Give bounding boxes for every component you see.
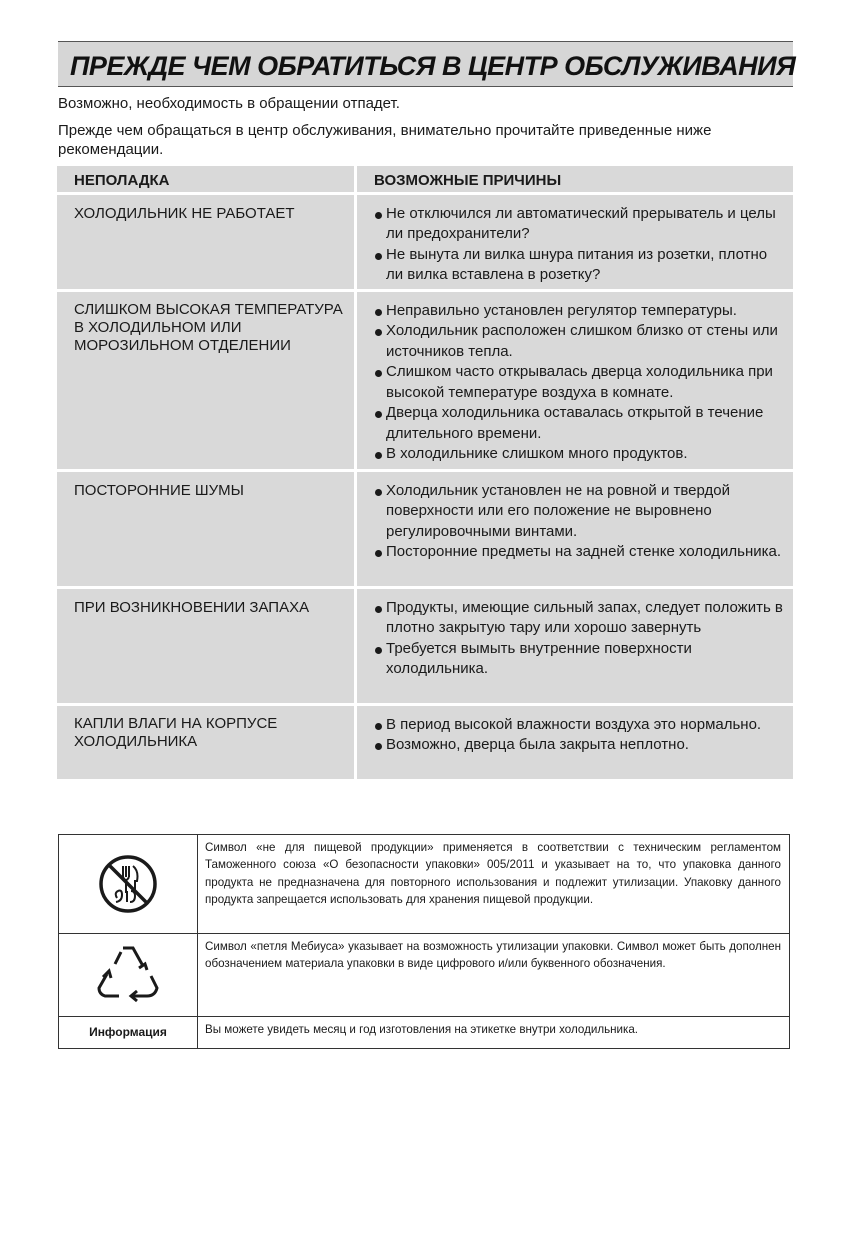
- table-row: [57, 706, 793, 782]
- cause-item: В период высокой влажности воздуха это нормально.: [374, 715, 783, 736]
- recycle-symbol-text: Символ «петля Мебиуса» указывает на возможность утилизации упаковки. Символ может быть дополнен обозначением материала упаковки в виде цифрового и/или буквенного обозначения.: [198, 934, 790, 1017]
- cause-item: Посторонние предметы на задней стенке холодильника.: [374, 542, 783, 563]
- causes-cell: [357, 706, 793, 782]
- cause-item: Продукты, имеющие сильный запах, следует положить в плотно закрытую тару или хорошо завернуть: [374, 598, 783, 639]
- problem-cell: ХОЛОДИЛЬНИК НЕ РАБОТАЕТ: [57, 195, 357, 292]
- troubleshooting-table: [57, 166, 793, 782]
- not-for-food-icon: [97, 853, 159, 915]
- problem-cell: [57, 292, 357, 472]
- table-header-row: [57, 166, 793, 195]
- page-title-bar: [58, 41, 796, 87]
- causes-cell: [357, 589, 793, 706]
- table-row: [57, 292, 793, 472]
- cause-item: Дверца холодильника оставалась открытой в течение длительного времени.: [374, 403, 783, 444]
- cause-item: Возможно, дверца была закрыта неплотно.: [374, 735, 783, 756]
- food-symbol-cell: [59, 835, 198, 934]
- problem-text: КАПЛИ ВЛАГИ НА КОРПУСЕ ХОЛОДИЛЬНИКА: [74, 714, 278, 750]
- problem-text: СЛИШКОМ ВЫСОКАЯ ТЕМПЕРАТУРА В ХОЛОДИЛЬНОМ ИЛИ МОРОЗИЛЬНОМ ОТДЕЛЕНИИ: [74, 300, 343, 354]
- causes-cell: [357, 472, 793, 589]
- cause-item: Не вынута ли вилка шнура питания из розетки, плотно ли вилка вставлена в розетку?: [374, 245, 783, 286]
- cause-item: Холодильник установлен не на ровной и твердой поверхности или его положение не выровнено регулировочными винтами.: [374, 481, 783, 543]
- intro-line-1: Возможно, необходимость в обращении отпадет.: [58, 95, 400, 112]
- info-row-food-symbol: [59, 835, 790, 934]
- table-row: [57, 589, 793, 706]
- intro-line-2: Прежде чем обращаться в центр обслуживания, внимательно прочитайте приведенные ниже рекомендации.: [58, 122, 712, 158]
- info-text: Вы можете увидеть месяц и год изготовления на этикетке внутри холодильника.: [198, 1017, 790, 1049]
- cause-item: Неправильно установлен регулятор температуры.: [374, 301, 783, 322]
- causes-cell: [357, 292, 793, 472]
- cause-item: Холодильник расположен слишком близко от стены или источников тепла.: [374, 321, 783, 362]
- info-row-production-date: [59, 1017, 790, 1049]
- table-row: [57, 195, 793, 292]
- header-problem: НЕПОЛАДКА: [57, 166, 357, 195]
- mobius-loop-icon: [93, 942, 163, 1008]
- header-causes: ВОЗМОЖНЫЕ ПРИЧИНЫ: [357, 166, 793, 195]
- info-row-recycle: [59, 934, 790, 1017]
- cause-item: Слишком часто открывалась дверца холодильника при высокой температуре воздуха в комнате.: [374, 362, 783, 403]
- info-label: Информация: [59, 1017, 198, 1049]
- problem-cell: ПРИ ВОЗНИКНОВЕНИИ ЗАПАХА: [57, 589, 357, 706]
- food-symbol-text: Символ «не для пищевой продукции» применяется в соответствии с техническим регламентом Таможенного союза «О безопасности упаковки» 005/2011 и указывает на то, что упаковка данного продукта не предназначена для повторного использования и подлежит утилизации. Упаковку данного продукта запрещается использовать для хранения пищевой продукции.: [198, 835, 790, 934]
- causes-cell: [357, 195, 793, 292]
- page-title: ПРЕЖДЕ ЧЕМ ОБРАТИТЬСЯ В ЦЕНТР ОБСЛУЖИВАНИЯ: [70, 51, 796, 81]
- recycle-symbol-cell: [59, 934, 198, 1017]
- cause-item: Требуется вымыть внутренние поверхности холодильника.: [374, 639, 783, 680]
- table-row: [57, 472, 793, 589]
- info-table: [58, 834, 790, 1049]
- problem-cell: [57, 706, 357, 782]
- cause-item: В холодильнике слишком много продуктов.: [374, 444, 783, 465]
- cause-item: Не отключился ли автоматический прерыватель и целы ли предохранители?: [374, 204, 783, 245]
- problem-cell: ПОСТОРОННИЕ ШУМЫ: [57, 472, 357, 589]
